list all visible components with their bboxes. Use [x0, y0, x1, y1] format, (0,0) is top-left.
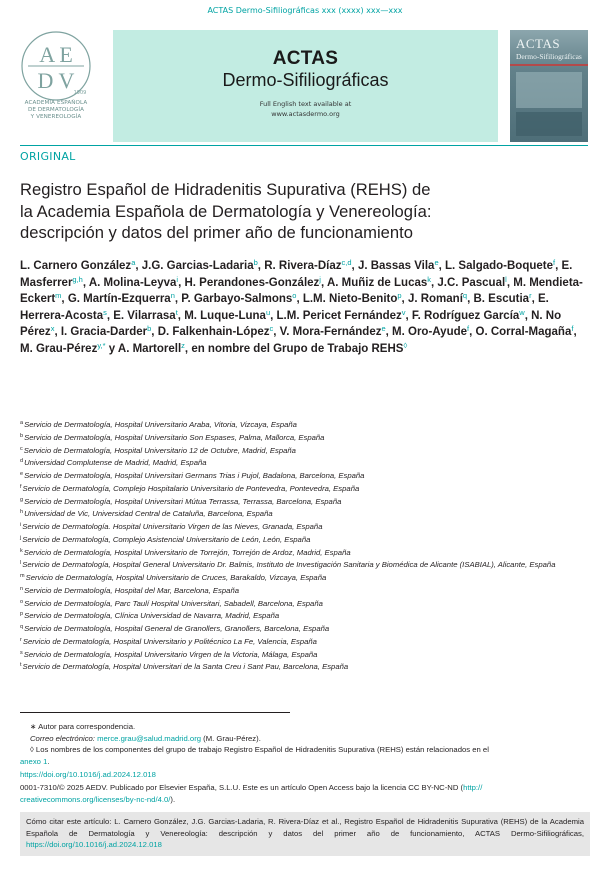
author-affiliation-mark[interactable]: z	[181, 340, 185, 350]
author-name: F. Rodríguez García	[411, 309, 520, 322]
author-separator: ,	[531, 293, 538, 306]
cover-photo-bottom	[516, 112, 582, 136]
author-name: J.G. Garcias-Ladaria	[141, 260, 254, 272]
author-affiliation-mark[interactable]: u	[265, 307, 271, 317]
affiliation-item	[20, 585, 592, 598]
license-text	[20, 782, 592, 805]
author-separator: ,	[106, 309, 114, 322]
cover-band	[510, 64, 588, 66]
author-separator: ,	[273, 326, 280, 339]
cover-subtitle: Dermo-Sifiliográficas	[516, 52, 582, 61]
affiliation-item	[20, 547, 592, 560]
author-affiliation-mark[interactable]: x	[50, 324, 55, 334]
author-separator: ,	[177, 309, 185, 322]
affiliation-item	[20, 521, 592, 534]
author-affiliation-mark[interactable]: y,*	[97, 340, 106, 350]
license-link-part2[interactable]: creativecommons.org/licenses/by-nc-nd/4.0/	[20, 794, 171, 804]
author-name: L.M. Pericet Fernández	[276, 309, 402, 322]
author-separator: ,	[296, 293, 303, 306]
author-separator: ,	[524, 309, 532, 322]
author-name: J. Romaní	[407, 293, 463, 306]
author-separator: ,	[151, 326, 158, 339]
author-name: G. Martín-Ezquerra	[67, 293, 171, 306]
affiliation-item	[20, 572, 592, 585]
section-label: ORIGINAL	[20, 150, 76, 163]
author-name: A. Molina-Leyva	[88, 276, 177, 289]
journal-cover-image	[510, 30, 588, 142]
affiliation-item	[20, 559, 592, 572]
journal-name-line2: Dermo-Sifiliográficas	[222, 70, 389, 90]
author-name: L. Carnero González	[20, 260, 132, 272]
affiliation-text: Servicio de Dermatología, Hospital Universitari de la Santa Creu i Sant Pau, Barcelona, España	[22, 662, 349, 672]
license-body: 0001-7310/© 2025 AEDV. Publicado por Elsevier España, S.L.U. Este es un artículo Open Access bajo la licencia CC BY-NC-ND (	[20, 783, 464, 792]
author-name: M. Grau-Pérez	[20, 342, 98, 355]
affiliation-text: Servicio de Dermatología, Hospital del Mar, Barcelona, España	[24, 585, 239, 595]
author-name: M. Mendieta-Eckert	[20, 276, 583, 306]
journal-url[interactable]: www.actasdermo.org	[271, 110, 340, 118]
author-affiliation-mark[interactable]: b	[147, 324, 152, 334]
title-line: Registro Español de Hidradenitis Supurativa (REHS) de	[20, 180, 431, 199]
affiliation-text: Servicio de Dermatología, Hospital Universitario Virgen de la Victoria, Málaga, España	[23, 649, 318, 659]
author-separator: ,	[438, 260, 446, 272]
affiliation-key: g	[20, 496, 24, 503]
affiliation-key: d	[20, 458, 24, 465]
citation-text: Cómo citar este artículo: L. Carnero González, J.G. Garcias-Ladaria, R. Rivera-Díaz et al., Registro Español de Hidradenitis Supurativa (REHS) de la Academia Española de Dermatología y Venereología: descripción y datos del primer año de funcionamiento, ACTAS Dermo-Sifiliográficas,	[26, 817, 584, 838]
logo-line-1: ACADEMIA ESPAÑOLA	[24, 100, 88, 106]
author-name: J.C. Pascual	[437, 276, 506, 289]
author-separator: ,	[54, 326, 61, 339]
affiliation-text: Servicio de Dermatología, Hospital Universitario 12 de Octubre, Madrid, España	[23, 445, 296, 455]
author-name: E. Masferrer	[20, 260, 573, 289]
author-affiliation-mark[interactable]: i	[176, 274, 179, 284]
author-affiliation-mark[interactable]: w	[519, 307, 525, 317]
author-separator: ,	[405, 309, 412, 322]
affiliation-key: j	[20, 534, 22, 541]
author-affiliation-mark[interactable]: k	[427, 274, 432, 284]
affiliation-key: k	[20, 547, 23, 554]
author-separator: ,	[573, 326, 577, 339]
affiliation-item	[20, 661, 592, 674]
affiliation-key: r	[20, 636, 22, 643]
author-affiliation-mark[interactable]: j	[319, 274, 321, 284]
affiliation-item	[20, 649, 592, 662]
affiliation-text: Servicio de Dermatología. Hospital Universitario Virgen de las Nieves, Granada, España	[22, 522, 323, 531]
affiliation-item	[20, 610, 592, 623]
author-affiliation-mark[interactable]: s	[103, 307, 107, 317]
author-affiliation-mark[interactable]: m	[55, 291, 62, 301]
affiliation-key: l	[20, 560, 22, 567]
author-affiliation-mark[interactable]: o	[292, 291, 297, 301]
author-affiliation-mark[interactable]: e	[434, 258, 439, 267]
author-name: y A. Martorell	[108, 342, 182, 355]
group-note-text: ◊ Los nombres de los componentes del grupo de trabajo Registro Español de Hidradenitis Supurativa (REHS) están relacionados en el	[30, 745, 489, 754]
affiliation-key: s	[20, 649, 23, 656]
affiliation-text: Servicio de Dermatología, Parc Taulí Hospital Universitari, Sabadell, Barcelona, España	[24, 598, 323, 608]
affiliation-key: h	[20, 509, 24, 516]
annex-suffix: .	[47, 756, 50, 766]
license-link-part1[interactable]: http://	[463, 783, 483, 792]
author-separator: ,	[431, 276, 438, 289]
affiliation-text: Servicio de Dermatología, Hospital Universitario de Torrejón, Torrejón de Ardoz, Madrid, España	[23, 547, 351, 557]
header-divider	[20, 145, 588, 146]
logo-letters-top: A E	[39, 42, 73, 67]
affiliation-item	[20, 636, 592, 649]
author-affiliation-mark[interactable]: f	[553, 258, 556, 267]
affiliation-text: Servicio de Dermatología, Clínica Universidad de Navarra, Madrid, España	[24, 611, 280, 621]
author-list	[20, 258, 592, 358]
fulltext-notice: Full English text available at	[259, 100, 352, 108]
email-suffix: (M. Grau-Pérez).	[201, 733, 261, 743]
author-separator: ,	[61, 293, 68, 306]
author-affiliation-mark[interactable]: f	[571, 324, 574, 334]
author-affiliation-mark[interactable]: n	[170, 291, 175, 301]
author-separator: ,	[270, 309, 277, 322]
author-affiliation-mark[interactable]: g,h	[72, 274, 83, 284]
affiliation-item	[20, 598, 592, 611]
author-affiliation-mark[interactable]: c	[269, 324, 274, 334]
author-name: A. Muñiz de Lucas	[326, 276, 428, 289]
affiliation-text: Servicio de Dermatología, Hospital Universitario Son Espases, Palma, Mallorca, España	[24, 432, 325, 442]
affiliation-item	[20, 470, 592, 483]
citation-box	[20, 812, 590, 856]
author-affiliation-mark[interactable]: c,d	[341, 258, 352, 267]
affiliation-text: Universidad de Vic, Universidad Central de Cataluña, Barcelona, España	[24, 509, 273, 519]
aedv-logo	[20, 30, 92, 140]
affiliation-key: p	[20, 611, 24, 618]
affiliation-text: Servicio de Dermatología, Hospital Universitario y Politécnico La Fe, Valencia, España	[22, 636, 317, 646]
author-separator: ,	[257, 260, 265, 272]
cover-photo-top	[516, 72, 582, 108]
author-separator: ,	[174, 293, 182, 306]
affiliation-key: e	[20, 471, 24, 477]
cover-title: ACTAS	[516, 36, 561, 51]
author-separator: ,	[385, 326, 393, 339]
footnote-rule	[20, 712, 290, 713]
group-note	[20, 744, 592, 756]
author-separator: ,	[320, 276, 327, 289]
author-separator: ,	[135, 260, 142, 272]
affiliation-text: Servicio de Dermatología, Hospital General de Granollers, Granollers, Barcelona, España	[24, 624, 330, 633]
author-name: B. Escutia	[473, 293, 530, 306]
author-name: M. Oro-Ayude	[392, 326, 468, 339]
author-name: N. No Pérez	[20, 309, 562, 339]
author-affiliation-mark[interactable]: q	[462, 291, 468, 301]
author-separator: ,	[469, 326, 476, 339]
affiliation-item	[20, 419, 592, 432]
affiliation-key: n	[20, 585, 24, 592]
author-affiliation-mark[interactable]: r	[529, 291, 532, 301]
affiliation-item	[20, 432, 592, 445]
affiliation-key: c	[20, 445, 23, 452]
author-name: en nombre del Grupo de Trabajo REHS	[191, 342, 404, 355]
affiliation-item	[20, 534, 592, 547]
affiliation-item	[20, 445, 592, 458]
affiliation-key: f	[20, 483, 22, 490]
author-separator: ,	[467, 293, 474, 306]
author-name: O. Corral-Magaña	[475, 326, 572, 339]
author-separator: ,	[351, 260, 358, 272]
author-affiliation-mark[interactable]: v	[401, 307, 406, 317]
footnotes	[20, 721, 592, 767]
author-name: V. Mora-Fernández	[279, 326, 382, 339]
title-line: descripción y datos del primer año de funcionamiento	[20, 223, 413, 242]
email-label: Correo electrónico:	[30, 733, 98, 743]
author-affiliation-mark[interactable]: a	[131, 258, 136, 267]
author-affiliation-mark[interactable]: l	[505, 274, 507, 284]
affiliation-text: Servicio de Dermatología, Hospital Universitario de Cruces, Barakaldo, Vizcaya, España	[25, 573, 327, 582]
affiliation-key: q	[20, 624, 24, 630]
email-link[interactable]: merce.grau@salud.madrid.org	[97, 733, 202, 743]
affiliation-text: Servicio de Dermatología, Hospital Universitari Mútua Terrassa, Terrassa, Barcelona, España	[24, 496, 342, 506]
author-separator: ,	[401, 293, 408, 306]
affiliation-text: Servicio de Dermatología, Hospital Universitari Germans Trias i Pujol, Badalona, Barcelona, España	[24, 471, 365, 480]
author-name: E. Herrera-Acosta	[20, 293, 549, 322]
author-separator: ,	[82, 276, 89, 289]
logo-line-2: DE DERMATOLOGÍA	[27, 107, 85, 113]
logo-line-3: Y VENEREOLOGÍA	[30, 114, 82, 120]
affiliation-item	[20, 483, 592, 496]
affiliation-key: o	[20, 598, 24, 605]
author-name: L. Salgado-Boquete	[445, 260, 553, 272]
running-head: ACTAS Dermo-Sifiliográficas xxx (xxxx) xxx—xxx	[207, 6, 403, 15]
author-name: R. Rivera-Díaz	[264, 260, 342, 272]
aedv-seal-icon	[20, 30, 92, 102]
affiliation-key: i	[20, 522, 22, 528]
author-affiliation-mark[interactable]: f	[467, 324, 470, 334]
logo-academy-name	[16, 100, 96, 121]
affiliation-key: m	[20, 573, 25, 579]
group-note-cont	[20, 756, 592, 768]
article-title	[20, 179, 580, 244]
author-affiliation-mark[interactable]: ◊	[403, 340, 408, 350]
affiliation-key: b	[20, 432, 24, 439]
affiliation-item	[20, 457, 592, 470]
affiliation-key: t	[20, 662, 22, 669]
citation-doi-link[interactable]: https://doi.org/10.1016/j.ad.2024.12.018	[26, 840, 162, 849]
logo-letters-bottom: D V	[37, 68, 75, 93]
affiliation-item	[20, 623, 592, 636]
author-name: I. Gracia-Darder	[60, 326, 148, 339]
title-line: la Academia Española de Dermatología y Venereología:	[20, 201, 432, 221]
author-affiliation-mark[interactable]: t	[175, 307, 178, 317]
author-name: J. Bassas Vila	[357, 260, 435, 272]
license-close: ).	[170, 794, 176, 804]
author-name: D. Falkenhain-López	[157, 326, 270, 339]
affiliation-text: Universidad Complutense de Madrid, Madrid, España	[24, 458, 207, 468]
journal-banner	[113, 30, 498, 142]
annex-link[interactable]: anexo 1	[20, 756, 48, 766]
logo-year: 1909	[73, 90, 87, 96]
author-affiliation-mark[interactable]: b	[253, 258, 258, 267]
affiliation-text: Servicio de Dermatología, Complejo Asistencial Universitario de León, León, España	[22, 534, 311, 544]
affiliation-text: Servicio de Dermatología, Complejo Hospitalario Universitario de Pontevedra, Pontevedra, España	[22, 483, 360, 493]
doi-link[interactable]: https://doi.org/10.1016/j.ad.2024.12.018	[20, 770, 156, 779]
author-name: E. Vilarrasa	[113, 309, 176, 322]
author-separator: ,	[178, 276, 185, 289]
author-name: H. Perandones-González	[184, 276, 320, 289]
affiliation-list	[20, 419, 592, 674]
journal-name-line1: ACTAS	[272, 48, 339, 69]
author-name: M. Luque-Luna	[184, 309, 266, 322]
author-affiliation-mark[interactable]: e	[381, 324, 386, 334]
corresponding-author-note: ∗ Autor para correspondencia.	[30, 722, 136, 731]
email-note	[20, 733, 592, 745]
author-affiliation-mark[interactable]: p	[397, 291, 402, 301]
affiliation-key: a	[20, 420, 24, 426]
affiliation-item	[20, 496, 592, 509]
affiliation-text: Servicio de Dermatología, Hospital General Universitario Dr. Balmis, Instituto de Investigación Sanitaria y Biomédica de Alicante (ISABIAL), Alicante, España	[22, 560, 556, 570]
affiliation-item	[20, 508, 592, 521]
author-separator: ,	[555, 260, 562, 272]
author-name: L.M. Nieto-Benito	[302, 293, 398, 306]
author-separator: ,	[506, 276, 514, 289]
affiliation-text: Servicio de Dermatología, Hospital Universitario Araba, Vitoria, Vizcaya, España	[24, 420, 297, 429]
author-separator: ,	[184, 342, 192, 355]
author-name: P. Garbayo-Salmons	[181, 293, 293, 306]
